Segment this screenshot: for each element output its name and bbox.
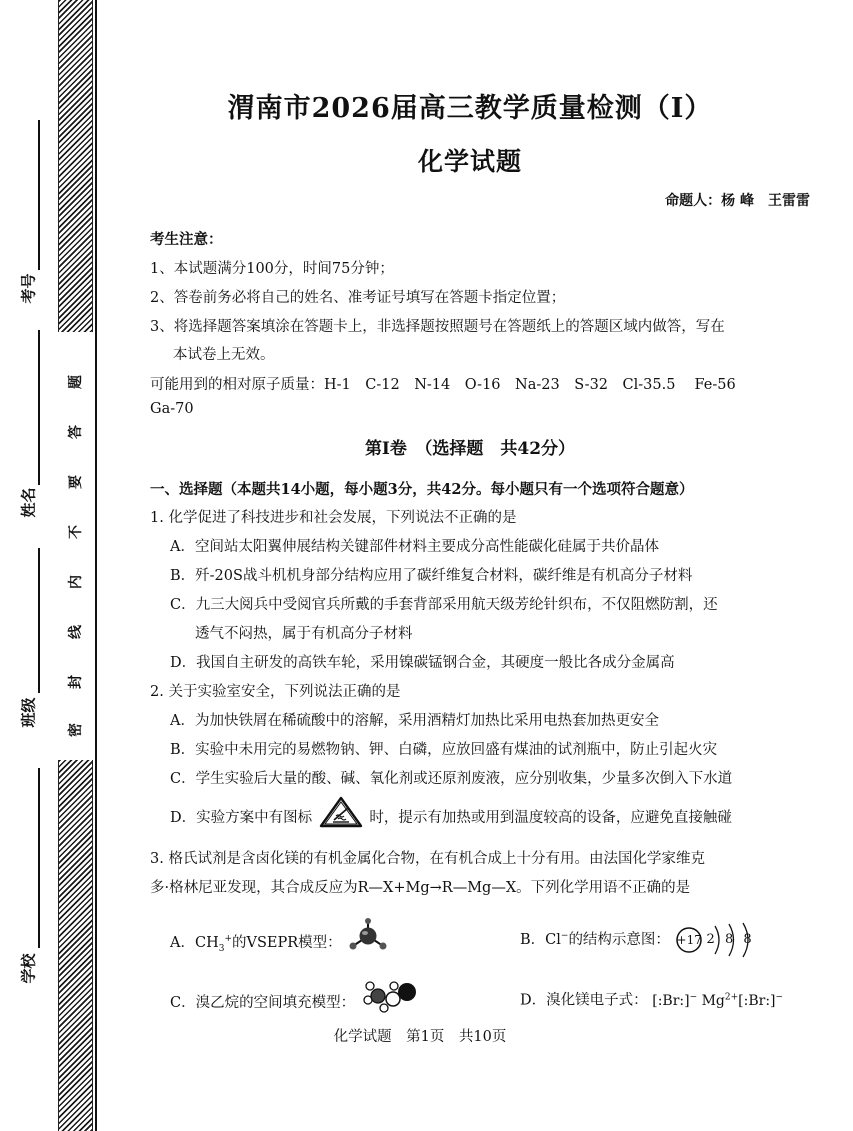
option-b-superscript: − — [560, 931, 569, 941]
option-d-text-rest: 时，提示有加热或用到温度较高的设备，应避免直接触碰 — [369, 810, 732, 826]
question-stem: 1. 化学促进了科技进步和社会发展，下列说法不正确的是 — [150, 510, 517, 526]
option-b-text: 的结构示意图： — [568, 931, 670, 948]
atomic-masses: Ga-70 — [150, 401, 194, 417]
binding-hatch-top — [58, 0, 93, 332]
option-a-subscript: 3 — [218, 943, 225, 954]
option-c-text: C．溴乙烷的空间填充模型： — [170, 995, 356, 1011]
field-line-school[interactable] — [38, 768, 40, 948]
field-label-school: 学校 — [19, 953, 38, 984]
option-b[interactable] — [520, 918, 755, 954]
bromide-charge: − — [689, 992, 698, 1002]
notice-item: 2、答卷前务必将自己的姓名、准考证号填写在答题卡指定位置； — [150, 290, 566, 306]
option-a[interactable] — [170, 918, 390, 954]
hot-surface-warning-icon — [319, 796, 363, 840]
option-b-prefix: B．Cl — [520, 931, 561, 948]
option-b[interactable]: B．歼-20S战斗机机身部分结构应用了碳纤维复合材料，碳纤维是有机高分子材料 — [170, 568, 693, 584]
binding-line — [95, 0, 97, 1131]
bromide-left: [:Br:] — [652, 992, 690, 1009]
field-label-class: 班级 — [19, 697, 38, 728]
option-d[interactable] — [170, 796, 732, 828]
option-d-text: D．实验方案中有图标 — [170, 810, 313, 826]
bromide-right: [:Br:] — [738, 992, 776, 1009]
seal-char: 要 — [68, 475, 84, 489]
binding-hatch-bottom — [58, 760, 93, 1131]
seal-char: 封 — [68, 675, 84, 689]
question-stem: 3. 格氏试剂是含卤化镁的有机金属化合物，在有机合成上十分有用。由法国化学家维克 — [150, 851, 705, 867]
nucleus-charge: +17 — [676, 932, 702, 947]
field-line-exam-number[interactable] — [38, 120, 40, 270]
bromide-charge: − — [775, 992, 784, 1002]
option-d[interactable] — [520, 983, 783, 1011]
seal-char: 密 — [68, 723, 84, 737]
seal-char: 线 — [68, 625, 84, 639]
option-c[interactable] — [170, 978, 420, 1014]
exam-authors: 命题人：杨 峰 王雷雷 — [665, 193, 810, 209]
magnesium-ion: Mg — [701, 992, 725, 1009]
exam-subtitle: 化学试题 — [417, 147, 522, 176]
option-c[interactable]: C．学生实验后大量的酸、碱、氧化剂或还原剂废液，应分别收集，少量多次倒入下水道 — [170, 771, 733, 787]
seal-char: 不 — [68, 525, 84, 539]
option-d[interactable]: D．我国自主研发的高铁车轮，采用镍碳锰钢合金，其硬度一般比各成分金属高 — [170, 655, 675, 671]
atomic-structure-diagram — [675, 922, 755, 958]
exam-title: 渭南市2026届高三教学质量检测（Ⅰ） — [227, 93, 713, 124]
question-stem-continued: 多·格林尼亚发现，其合成反应为R—X+Mg→R—Mg—X。下列化学用语不正确的是 — [150, 880, 691, 896]
option-b[interactable]: B．实验中未用完的易燃物钠、钾、白磷，应放回盛有煤油的试剂瓶中，防止引起火灾 — [170, 742, 718, 758]
page-footer: 化学试题 第1页 共10页 — [333, 1029, 507, 1045]
option-a-text: 的VSEPR模型： — [232, 935, 342, 951]
notice-item: 本试卷上无效。 — [173, 347, 275, 363]
option-d-text: D．溴化镁电子式： — [520, 992, 648, 1009]
question-stem: 2. 关于实验室安全，下列说法正确的是 — [150, 684, 401, 700]
notice-item: 1、本试题满分100分，时间75分钟； — [150, 261, 394, 277]
vsepr-model-icon — [346, 918, 390, 968]
electron-shells: 2 8 8 — [706, 931, 755, 947]
part-heading: 一、选择题（本题共14小题，每小题3分，共42分。每小题只有一个选项符合题意） — [150, 481, 694, 498]
seal-char: 题 — [68, 375, 84, 389]
option-c-continued: 透气不闷热，属于有机高分子材料 — [195, 626, 413, 642]
atomic-masses: 可能用到的相对原子质量：H-1 C-12 N-14 O-16 Na-23 S-32 Cl-35.5 Fe-56 — [150, 377, 736, 393]
option-a-prefix: A．CH — [170, 935, 219, 951]
option-a[interactable]: A．空间站太阳翼伸展结构关键部件材料主要成分高性能碳化硅属于共价晶体 — [170, 539, 659, 555]
field-label-name: 姓名 — [19, 487, 38, 518]
field-line-class[interactable] — [38, 548, 40, 693]
notice-heading: 考生注意： — [150, 231, 223, 248]
notice-item: 3、将选择题答案填涂在答题卡上，非选择题按照题号在答题纸上的答题区域内做答，写在 — [150, 319, 725, 335]
field-label-exam-number: 考号 — [19, 273, 38, 304]
seal-char: 内 — [68, 575, 84, 589]
space-filling-model-icon — [360, 978, 420, 1028]
section-title: 第Ⅰ卷 （选择题 共42分） — [364, 439, 576, 459]
option-a-superscript: + — [224, 934, 232, 945]
field-line-name[interactable] — [38, 330, 40, 485]
option-a[interactable]: A．为加快铁屑在稀硫酸中的溶解，采用酒精灯加热比采用电热套加热更安全 — [170, 713, 659, 729]
option-c[interactable]: C．九三大阅兵中受阅官兵所戴的手套背部采用航天级芳纶针织布，不仅阻燃防割，还 — [170, 597, 718, 613]
seal-char: 答 — [68, 425, 84, 439]
electron-formula — [652, 993, 783, 1009]
magnesium-charge: 2+ — [724, 992, 739, 1002]
